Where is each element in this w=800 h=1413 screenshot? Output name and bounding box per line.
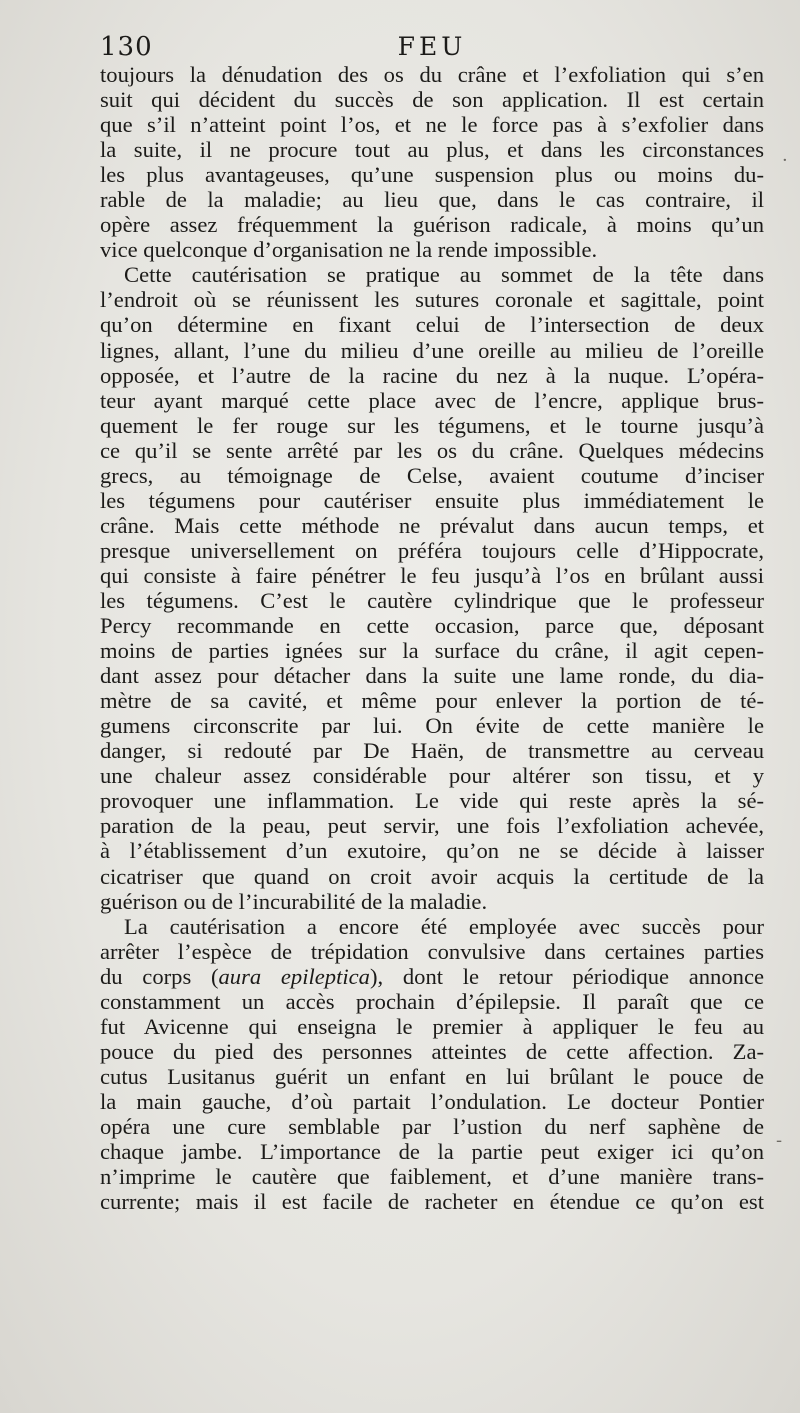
text-line: dant assez pour détacher dans la suite une lame ronde, du dia- bbox=[100, 663, 764, 689]
text-line: provoquer une inflammation. Le vide qui reste après la sé- bbox=[100, 788, 764, 814]
text-line: crâne. Mais cette méthode ne prévalut dans aucun temps, et bbox=[100, 512, 764, 538]
text-line: Percy recommande en cette occasion, parce que, déposant bbox=[100, 613, 764, 639]
text-line: Cette cautérisation se pratique au sommet de la tête dans bbox=[124, 262, 764, 288]
text-line: quement le fer rouge sur les tégumens, et le tourne jusqu’à bbox=[100, 412, 764, 438]
text-line: suit qui décident du succès de son application. Il est certain bbox=[100, 87, 764, 113]
text-line: n’imprime le cautère que faiblement, et d’une manière trans- bbox=[100, 1164, 764, 1190]
text-line: fut Avicenne qui enseigna le premier à appliquer le feu au bbox=[100, 1013, 764, 1039]
body-text bbox=[100, 62, 764, 1214]
text-line: danger, si redouté par De Haën, de transmettre au cerveau bbox=[100, 738, 764, 764]
text-line: opéra une cure semblable par l’ustion du nerf saphène de bbox=[100, 1113, 764, 1139]
text-line: La cautérisation a encore été employée avec succès pour bbox=[124, 913, 764, 939]
text-line: cutus Lusitanus guérit un enfant en lui brûlant le pouce de bbox=[100, 1063, 764, 1089]
page-number: 130 bbox=[100, 32, 153, 62]
text-line: rable de la maladie; au lieu que, dans le cas contraire, il bbox=[100, 187, 764, 213]
text-line: paration de la peau, peut servir, une fois l’exfoliation achevée, bbox=[100, 813, 764, 839]
text-line bbox=[100, 964, 764, 989]
italic-term: aura epileptica bbox=[218, 963, 370, 989]
text-line: à l’établissement d’un exutoire, qu’on ne se décide à laisser bbox=[100, 838, 764, 864]
text-line: pouce du pied des personnes atteintes de cette affection. Za- bbox=[100, 1038, 764, 1064]
text-line: mètre de sa cavité, et même pour enlever la portion de té- bbox=[100, 688, 764, 714]
text-line: teur ayant marqué cette place avec de l’encre, applique brus- bbox=[100, 387, 764, 413]
text-line: vice quelconque d’organisation ne la rende impossible. bbox=[100, 237, 598, 263]
text-line: guérison ou de l’incurabilité de la maladie. bbox=[100, 888, 488, 914]
text-line: une chaleur assez considérable pour altérer son tissu, et y bbox=[100, 763, 764, 789]
text-line: les plus avantageuses, qu’une suspension plus ou moins du- bbox=[100, 162, 764, 188]
text-line: l’endroit où se réunissent les sutures coronale et sagittale, point bbox=[100, 287, 764, 313]
text-line: ce qu’il se sente arrêté par les os du crâne. Quelques médecins bbox=[100, 437, 764, 463]
text-line: arrêter l’espèce de trépidation convulsive dans certaines parties bbox=[100, 938, 764, 964]
margin-mark: - bbox=[776, 1130, 783, 1151]
text-run: du corps ( bbox=[100, 963, 219, 989]
text-line: qui consiste à faire pénétrer le feu jusqu’à l’os en brûlant aussi bbox=[100, 562, 764, 588]
text-line: la main gauche, d’où partait l’ondulation. Le docteur Pontier bbox=[100, 1088, 764, 1114]
text-line: qu’on détermine en fixant celui de l’intersection de deux bbox=[100, 312, 764, 338]
text-line: constamment un accès prochain d’épilepsie. Il paraît que ce bbox=[100, 988, 764, 1014]
margin-mark: · bbox=[782, 150, 788, 171]
text-line: cicatriser que quand on croit avoir acquis la certitude de la bbox=[100, 863, 764, 889]
text-line: currente; mais il est facile de racheter en étendue ce qu’on est bbox=[100, 1189, 764, 1215]
text-line: lignes, allant, l’une du milieu d’une oreille au milieu de l’oreille bbox=[100, 337, 764, 363]
text-line: les tégumens pour cautériser ensuite plus immédiatement le bbox=[100, 487, 764, 513]
page-header bbox=[100, 32, 764, 64]
running-head: FEU bbox=[397, 32, 467, 61]
text-line: moins de parties ignées sur la surface du crâne, il agit cepen- bbox=[100, 638, 764, 664]
text-line: gumens circonscrite par lui. On évite de cette manière le bbox=[100, 713, 764, 739]
text-line: opère assez fréquemment la guérison radicale, à moins qu’un bbox=[100, 212, 764, 238]
text-line: les tégumens. C’est le cautère cylindrique que le professeur bbox=[100, 587, 764, 613]
text-line: grecs, au témoignage de Celse, avaient coutume d’inciser bbox=[100, 462, 764, 488]
text-line: la suite, il ne procure tout au plus, et dans les circonstances bbox=[100, 137, 764, 163]
text-line: chaque jambe. L’importance de la partie peut exiger ici qu’on bbox=[100, 1139, 764, 1165]
text-run: ), dont le retour périodique annonce bbox=[369, 963, 764, 989]
text-line: toujours la dénudation des os du crâne et l’exfoliation qui s’en bbox=[100, 62, 764, 87]
text-line: opposée, et l’autre de la racine du nez à la nuque. L’opéra- bbox=[100, 362, 764, 388]
text-line: que s’il n’atteint point l’os, et ne le force pas à s’exfolier dans bbox=[100, 112, 764, 138]
text-line: presque universellement on préféra toujours celle d’Hippocrate, bbox=[100, 537, 764, 563]
